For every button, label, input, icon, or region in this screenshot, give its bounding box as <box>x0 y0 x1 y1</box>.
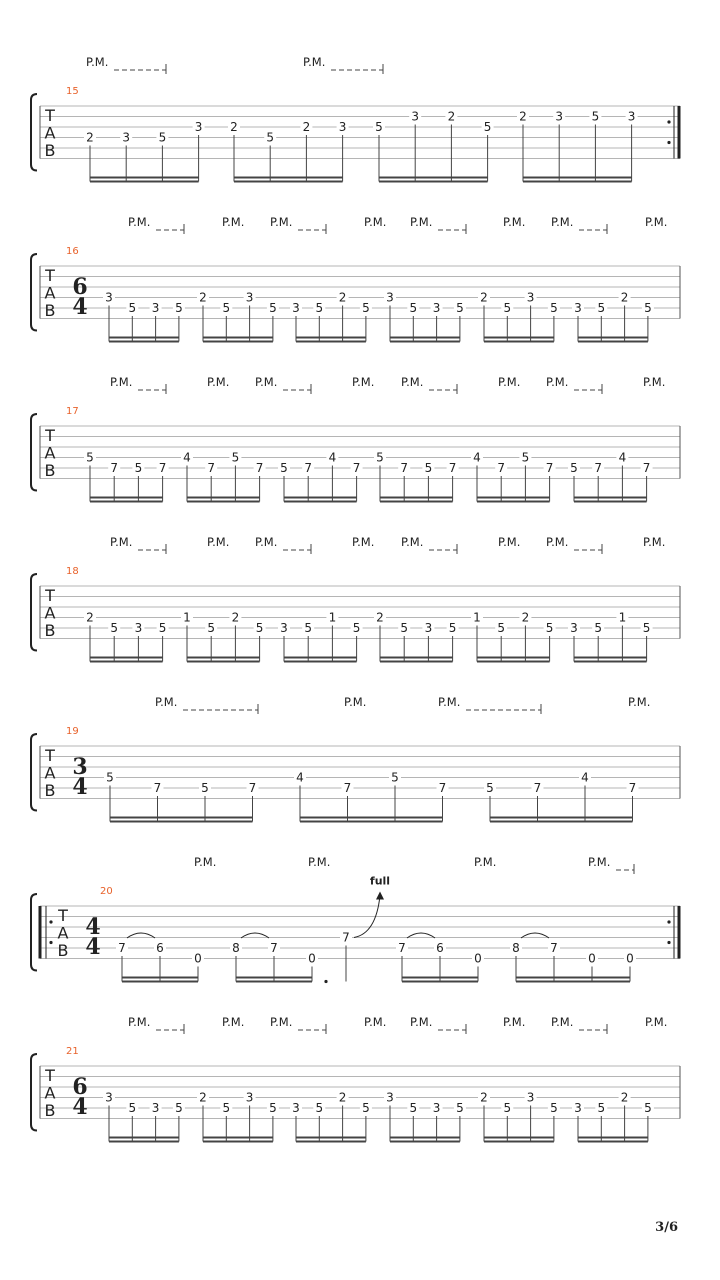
fret-number: 2 <box>230 120 238 134</box>
fret-number: 2 <box>338 290 347 305</box>
palm-mute-label: P.M. <box>222 215 245 229</box>
tab-clef-letter: T <box>45 586 55 605</box>
fret-number: 5 <box>231 450 240 465</box>
fret-number: 5 <box>486 781 494 795</box>
tab-clef-letter: T <box>45 426 55 445</box>
fret-number: 3 <box>555 109 564 124</box>
palm-mute-label: P.M. <box>438 695 461 709</box>
tab-clef-letter: A <box>44 1083 56 1103</box>
fret-number: 2 <box>519 109 527 124</box>
fret-number: 2 <box>447 109 456 124</box>
palm-mute-label: P.M. <box>498 375 521 389</box>
bend-arrow <box>376 892 384 900</box>
fret-number: 1 <box>183 610 191 625</box>
tab-clef-letter: B <box>44 301 56 320</box>
fret-number: 4 <box>328 450 337 465</box>
fret-number: 1 <box>328 610 337 625</box>
palm-mute-label: P.M. <box>207 535 230 549</box>
palm-mute-label: P.M. <box>352 375 375 389</box>
time-signature-top: 3 <box>72 754 88 780</box>
fret-number: 5 <box>352 621 361 635</box>
measure-number: 21 <box>66 1046 79 1057</box>
fret-number: 7 <box>438 781 447 795</box>
time-signature-bottom: 4 <box>72 774 88 800</box>
bend-label: full <box>369 874 391 888</box>
fret-number: 3 <box>411 109 420 124</box>
palm-mute-label: P.M. <box>308 855 331 869</box>
palm-mute-label: P.M. <box>645 1015 668 1029</box>
repeat-dot <box>667 920 670 923</box>
fret-number: 7 <box>352 461 361 475</box>
fret-number: 2 <box>199 290 207 305</box>
tab-system <box>31 855 680 983</box>
fret-number: 5 <box>448 621 457 635</box>
fret-number: 7 <box>153 781 162 795</box>
time-signature-bottom: 4 <box>72 294 88 320</box>
repeat-dot <box>49 920 52 923</box>
measure-number: 20 <box>100 886 113 897</box>
fret-number: 0 <box>474 951 482 966</box>
fret-number: 3 <box>574 301 582 315</box>
fret-number: 5 <box>591 109 600 124</box>
palm-mute-label: P.M. <box>194 855 217 869</box>
tab-clef-letter: B <box>57 941 69 960</box>
tab-clef-letter: A <box>44 283 56 303</box>
fret-number: 3 <box>280 621 288 635</box>
fret-number: 4 <box>581 770 589 785</box>
tab-clef-letter: T <box>45 106 55 125</box>
fret-number: 5 <box>375 120 383 134</box>
palm-mute-label: P.M. <box>155 695 178 709</box>
palm-mute-label: P.M. <box>503 215 526 229</box>
fret-number: 4 <box>296 770 304 785</box>
fret-number: 5 <box>644 301 652 315</box>
fret-number: 5 <box>280 461 288 475</box>
tab-clef-letter: T <box>45 266 55 285</box>
fret-number: 5 <box>550 1101 558 1115</box>
palm-mute-label: P.M. <box>551 1015 574 1029</box>
fret-number: 5 <box>503 301 512 315</box>
fret-number: 7 <box>594 461 603 475</box>
fret-number: 2 <box>480 1090 488 1105</box>
tab-system <box>31 535 680 662</box>
fret-number: 3 <box>570 621 578 635</box>
fret-number: 5 <box>175 301 183 315</box>
fret-number: 2 <box>338 1090 347 1105</box>
fret-number: 7 <box>158 461 167 475</box>
fret-number: 3 <box>134 621 143 635</box>
system-brace <box>31 254 37 331</box>
fret-number: 5 <box>207 621 216 635</box>
fret-number: 3 <box>432 301 441 315</box>
palm-mute-label: P.M. <box>401 375 424 389</box>
fret-number: 5 <box>304 621 313 635</box>
fret-number: 1 <box>618 610 627 625</box>
repeat-dot <box>49 941 52 944</box>
fret-number: 6 <box>156 941 164 955</box>
fret-number: 0 <box>588 951 596 966</box>
tab-clef-letter: T <box>45 1066 55 1085</box>
tab-clef-letter: B <box>44 781 56 800</box>
fret-number: 5 <box>315 1101 324 1115</box>
fret-number: 3 <box>151 301 160 315</box>
fret-number: 0 <box>308 951 316 966</box>
fret-number: 0 <box>194 951 202 966</box>
palm-mute-label: P.M. <box>364 215 387 229</box>
palm-mute-label: P.M. <box>86 55 109 69</box>
dot <box>324 980 327 983</box>
palm-mute-label: P.M. <box>546 375 569 389</box>
tab-clef-letter: A <box>44 123 56 143</box>
measure-number: 17 <box>66 406 79 417</box>
measure-number: 16 <box>66 246 79 257</box>
fret-number: 5 <box>255 621 264 635</box>
palm-mute-label: P.M. <box>270 215 293 229</box>
fret-number: 3 <box>424 621 433 635</box>
fret-number: 3 <box>526 290 535 305</box>
fret-number: 7 <box>342 930 350 945</box>
fret-number: 5 <box>497 621 506 635</box>
fret-number: 7 <box>400 461 409 475</box>
palm-mute-label: P.M. <box>110 535 133 549</box>
tab-system <box>31 695 680 822</box>
fret-number: 3 <box>245 290 254 305</box>
fret-number: 5 <box>376 450 384 465</box>
palm-mute-label: P.M. <box>498 535 521 549</box>
fret-number: 5 <box>269 1101 277 1115</box>
fret-number: 2 <box>86 610 94 625</box>
fret-number: 5 <box>158 621 167 635</box>
repeat-dot <box>667 120 670 123</box>
tab-clef-letter: A <box>44 763 56 783</box>
measure-number: 15 <box>66 86 79 97</box>
fret-number: 7 <box>248 781 257 795</box>
fret-number: 5 <box>222 301 231 315</box>
fret-number: 2 <box>480 290 488 305</box>
fret-number: 5 <box>391 770 399 785</box>
palm-mute-label: P.M. <box>401 535 424 549</box>
fret-number: 5 <box>521 450 530 465</box>
palm-mute-label: P.M. <box>270 1015 293 1029</box>
fret-number: 7 <box>343 781 352 795</box>
fret-number: 5 <box>456 1101 464 1115</box>
time-signature-top: 6 <box>72 1074 88 1100</box>
palm-mute-label: P.M. <box>255 375 278 389</box>
tab-system <box>31 55 680 182</box>
fret-number: 4 <box>473 450 481 465</box>
palm-mute-label: P.M. <box>207 375 230 389</box>
system-brace <box>31 414 37 491</box>
fret-number: 5 <box>134 461 143 475</box>
fret-number: 5 <box>266 130 275 145</box>
fret-number: 5 <box>550 301 558 315</box>
palm-mute-label: P.M. <box>643 375 666 389</box>
repeat-dot <box>667 941 670 944</box>
fret-number: 5 <box>409 1101 418 1115</box>
fret-number: 5 <box>503 1101 512 1115</box>
palm-mute-label: P.M. <box>503 1015 526 1029</box>
fret-number: 3 <box>122 130 131 145</box>
system-brace <box>31 94 37 171</box>
fret-number: 5 <box>644 1101 652 1115</box>
fret-number: 7 <box>550 941 558 955</box>
palm-mute-label: P.M. <box>110 375 133 389</box>
fret-number: 5 <box>201 781 209 795</box>
palm-mute-label: P.M. <box>344 695 367 709</box>
tab-system <box>31 1015 680 1142</box>
palm-mute-label: P.M. <box>222 1015 245 1029</box>
palm-mute-label: P.M. <box>546 535 569 549</box>
palm-mute-label: P.M. <box>410 215 433 229</box>
tab-clef-letter: T <box>58 906 68 925</box>
tab-clef-letter: B <box>44 621 56 640</box>
fret-number: 5 <box>158 130 167 145</box>
palm-mute-label: P.M. <box>410 1015 433 1029</box>
fret-number: 5 <box>106 770 114 785</box>
palm-mute-label: P.M. <box>628 695 651 709</box>
fret-number: 2 <box>231 610 240 625</box>
tab-clef-letter: T <box>45 746 55 765</box>
palm-mute-label: P.M. <box>352 535 375 549</box>
fret-number: 7 <box>110 461 119 475</box>
fret-number: 5 <box>400 621 409 635</box>
fret-number: 4 <box>618 450 627 465</box>
tab-clef-letter: B <box>44 461 56 480</box>
fret-number: 3 <box>386 1090 394 1105</box>
fret-number: 2 <box>376 610 384 625</box>
fret-number: 8 <box>232 941 240 955</box>
fret-number: 3 <box>105 1090 113 1105</box>
palm-mute-label: P.M. <box>474 855 497 869</box>
fret-number: 7 <box>398 941 406 955</box>
fret-number: 4 <box>183 450 191 465</box>
fret-number: 3 <box>574 1101 582 1115</box>
palm-mute-label: P.M. <box>588 855 611 869</box>
fret-number: 5 <box>86 450 94 465</box>
fret-number: 5 <box>545 621 554 635</box>
fret-number: 5 <box>409 301 418 315</box>
fret-number: 3 <box>292 1101 300 1115</box>
repeat-dot <box>667 141 670 144</box>
fret-number: 3 <box>151 1101 160 1115</box>
fret-number: 3 <box>627 109 636 124</box>
fret-number: 2 <box>620 290 629 305</box>
tab-system <box>31 375 680 502</box>
fret-number: 5 <box>456 301 464 315</box>
fret-number: 7 <box>207 461 216 475</box>
fret-number: 5 <box>594 621 603 635</box>
fret-number: 5 <box>642 621 651 635</box>
fret-number: 7 <box>497 461 506 475</box>
fret-number: 1 <box>473 610 481 625</box>
fret-number: 7 <box>545 461 554 475</box>
palm-mute-label: P.M. <box>551 215 574 229</box>
fret-number: 5 <box>128 301 137 315</box>
fret-number: 5 <box>110 621 119 635</box>
fret-number: 5 <box>175 1101 183 1115</box>
fret-number: 2 <box>86 130 94 145</box>
fret-number: 7 <box>118 941 126 955</box>
fret-number: 5 <box>269 301 277 315</box>
fret-number: 7 <box>255 461 264 475</box>
fret-number: 5 <box>362 301 370 315</box>
fret-number: 3 <box>292 301 300 315</box>
measure-number: 18 <box>66 566 79 577</box>
fret-number: 5 <box>483 120 492 134</box>
time-signature-top: 6 <box>72 274 88 300</box>
fret-number: 3 <box>432 1101 441 1115</box>
palm-mute-label: P.M. <box>303 55 326 69</box>
tab-clef-letter: B <box>44 1101 56 1120</box>
measure-number: 19 <box>66 726 79 737</box>
fret-number: 3 <box>386 290 394 305</box>
palm-mute-label: P.M. <box>128 215 151 229</box>
fret-number: 5 <box>315 301 324 315</box>
time-signature-top: 4 <box>85 914 101 940</box>
system-brace <box>31 574 37 651</box>
system-brace <box>31 894 37 971</box>
fret-number: 5 <box>597 1101 606 1115</box>
fret-number: 5 <box>128 1101 137 1115</box>
fret-number: 5 <box>222 1101 231 1115</box>
fret-number: 7 <box>533 781 542 795</box>
fret-number: 7 <box>642 461 651 475</box>
fret-number: 2 <box>620 1090 629 1105</box>
fret-number: 5 <box>597 301 606 315</box>
fret-number: 7 <box>628 781 637 795</box>
fret-number: 7 <box>270 941 278 955</box>
fret-number: 2 <box>302 120 311 134</box>
tab-clef-letter: A <box>44 603 56 623</box>
palm-mute-label: P.M. <box>128 1015 151 1029</box>
fret-number: 8 <box>512 941 520 955</box>
palm-mute-label: P.M. <box>645 215 668 229</box>
fret-number: 2 <box>521 610 530 625</box>
fret-number: 7 <box>448 461 457 475</box>
palm-mute-label: P.M. <box>643 535 666 549</box>
palm-mute-label: P.M. <box>255 535 278 549</box>
time-signature-bottom: 4 <box>72 1094 88 1120</box>
tab-clef-letter: A <box>57 923 69 943</box>
system-brace <box>31 1054 37 1131</box>
fret-number: 3 <box>194 120 203 134</box>
fret-number: 3 <box>105 290 113 305</box>
time-signature-bottom: 4 <box>85 934 101 960</box>
palm-mute-label: P.M. <box>364 1015 387 1029</box>
fret-number: 0 <box>626 951 634 966</box>
fret-number: 5 <box>424 461 433 475</box>
fret-number: 6 <box>436 941 444 955</box>
fret-number: 2 <box>199 1090 207 1105</box>
fret-number: 7 <box>304 461 313 475</box>
fret-number: 5 <box>362 1101 370 1115</box>
tab-clef-letter: B <box>44 141 56 160</box>
fret-number: 3 <box>245 1090 254 1105</box>
tab-system <box>31 215 680 342</box>
fret-number: 5 <box>570 461 578 475</box>
fret-number: 3 <box>526 1090 535 1105</box>
page-number: 3/6 <box>655 1220 678 1235</box>
tab-clef-letter: A <box>44 443 56 463</box>
system-brace <box>31 734 37 811</box>
fret-number: 3 <box>338 120 347 134</box>
